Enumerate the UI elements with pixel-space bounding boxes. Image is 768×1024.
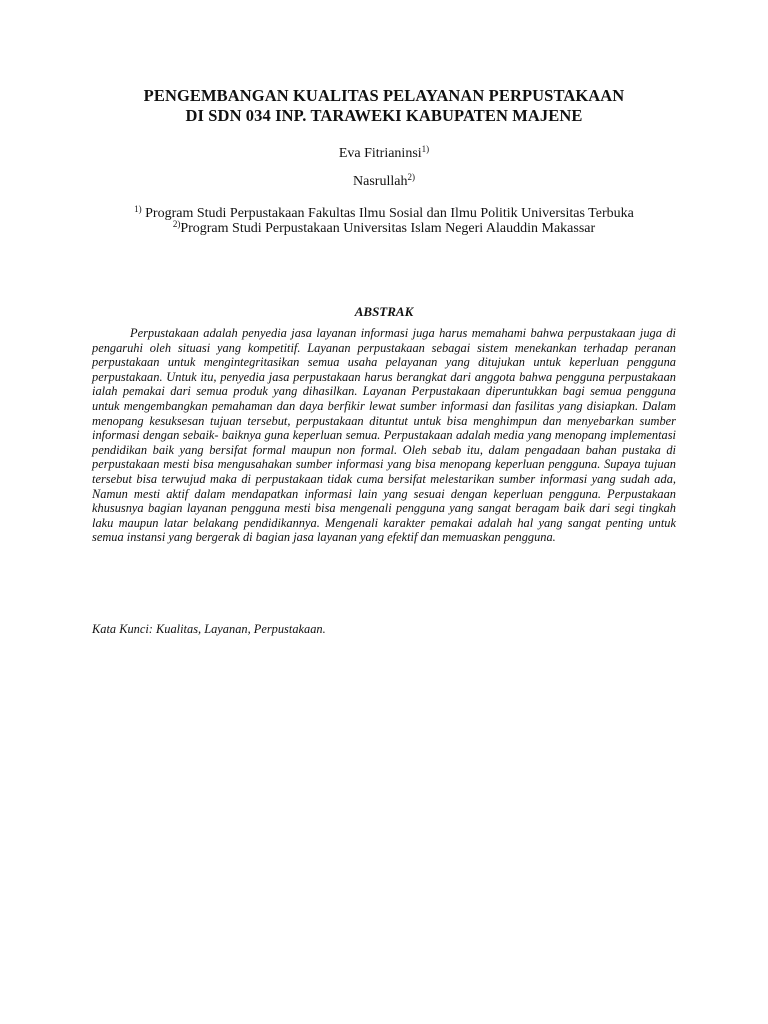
affiliation-text: Program Studi Perpustakaan Fakultas Ilmu Sosial dan Ilmu Politik Universitas Terbuka [141, 206, 634, 221]
paper-title [60, 86, 708, 126]
affiliation-mark: 2) [172, 219, 181, 229]
title-line-1: PENGEMBANGAN KUALITAS PELAYANAN PERPUSTAKAAN [143, 86, 625, 105]
abstract-heading: ABSTRAK [354, 304, 414, 319]
keywords: Kata Kunci: Kualitas, Layanan, Perpustakaan. [92, 622, 326, 636]
author-affiliation-mark: 1) [421, 144, 430, 154]
title-line-2: DI SDN 034 INP. TARAWEKI KABUPATEN MAJENE [185, 106, 583, 125]
affiliation-mark: 1) [134, 204, 142, 214]
affiliation-2 [60, 220, 708, 237]
abstract-body: Perpustakaan adalah penyedia jasa layanan informasi juga harus memahami bahwa perpustakaan juga di pengaruhi oleh situasi yang kompetitif. Layanan perpustakaan sebagai sistem menekankan terhadap peranan perpustakaan untuk mengintegritasikan semua usaha pelayanan yang ditujukan untuk keperluan pengguna perpustakaan. Untuk itu, penyedia jasa perpustakaan harus berangkat dari anggota bahwa pengguna perpustakaan ialah pemakai dari semua produk yang dihasilkan. Layanan Perpustakaan diperuntukkan bagi semua pengguna untuk mengembangkan pemahaman dan daya berfikir lewat sumber informasi dan fasilitas yang disiapkan. Dalam menopang kesuksesan tujuan tersebut, perpustakaan dituntut untuk bisa menghimpun dan menyebarkan sumber informasi dengan sebaik- baiknya guna keperluan semua. Perpustakaan adalah media yang menopang implementasi pendidikan baik yang bersifat formal maupun non formal. Oleh sebab itu, dalam pengadaan bahan pustaka di perpustakaan mesti bisa mengusahakan sumber informasi yang bisa menopang keperluan pengguna. Supaya tujuan tersebut bisa terwujud maka di perpustakaan tidak cuma bersifat melestarikan sumber informasi yang sudah ada, Namun mesti aktif dalam mendapatkan informasi lain yang sesuai dengan keperluan pengguna. Perpustakaan khususnya bagian layanan pengguna mesti bisa mengenali pengguna yang sangat beragam baik dari segi tingkah laku maupun latar belakang pendidikannya. Mengenali karakter pemakai adalah hal yang sangat penting untuk semua instansi yang bergerak di bagian jasa layanan yang efektif dan memuaskan pengguna. [92, 326, 676, 545]
author-affiliation-mark: 2) [407, 172, 415, 182]
author-name: Nasrullah [353, 174, 408, 189]
author-2 [60, 173, 708, 191]
author-1 [60, 145, 708, 163]
author-name: Eva Fitrianinsi [338, 146, 422, 161]
affiliation-text: Program Studi Perpustakaan Universitas Islam Negeri Alauddin Makassar [180, 221, 596, 236]
